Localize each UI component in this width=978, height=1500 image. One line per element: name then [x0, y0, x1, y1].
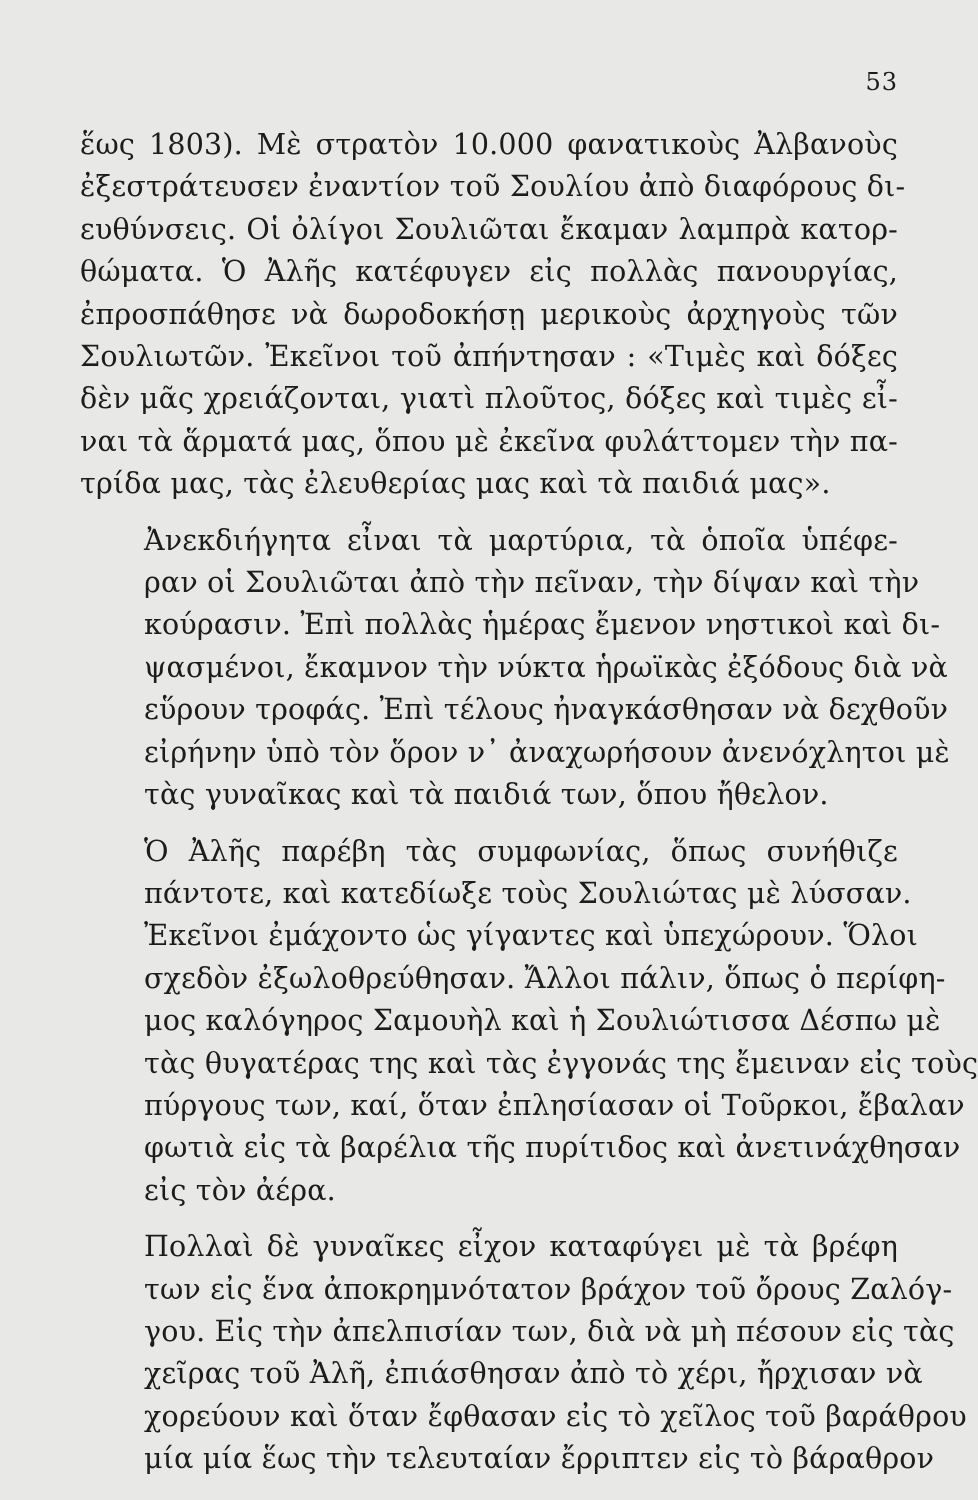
text-line: φωτιὰ εἰς τὰ βαρέλια τῆς πυρίτιδος καὶ ἀνετινάχθησαν: [144, 1131, 961, 1165]
text-line: χεῖρας τοῦ Ἀλῆ, ἐπιάσθησαν ἀπὸ τὸ χέρι, ἤρχισαν νὰ: [144, 1357, 923, 1391]
text-line: ἐξεστράτευσεν ἐναντίον τοῦ Σουλίου ἀπὸ διαφόρους δι-: [80, 170, 906, 204]
page-number: 53: [865, 68, 898, 96]
paragraph-1: [80, 124, 906, 506]
text-line: εὕρουν τροφάς. Ἐπὶ τέλους ἠναγκάσθησαν νὰ δεχθοῦν: [144, 693, 949, 727]
text-line: Σουλιωτῶν. Ἐκεῖνοι τοῦ ἀπήντησαν : «Τιμὲς καὶ δόξες: [80, 340, 898, 374]
paragraph-4: [80, 1226, 967, 1480]
text-line: Ἐκεῖνοι ἐμάχοντο ὡς γίγαντες καὶ ὑπεχώρουν. Ὅλοι: [144, 919, 918, 953]
text-line: σχεδὸν ἐξωλοθρεύθησαν. Ἄλλοι πάλιν, ὅπως ὁ περίφη-: [144, 961, 946, 995]
text-line: θώματα. Ὁ Ἀλῆς κατέφυγεν εἰς πολλὰς πανουργίας,: [80, 255, 898, 289]
text-line: ραν οἱ Σουλιῶται ἀπὸ τὴν πεῖναν, τὴν δίψαν καὶ τὴν: [144, 566, 920, 600]
text-line: τὰς γυναῖκας καὶ τὰ παιδιά των, ὅπου ἤθελον.: [144, 778, 829, 812]
text-line: Πολλαὶ δὲ γυναῖκες εἶχον καταφύγει μὲ τὰ βρέφη: [144, 1230, 898, 1264]
text-line: ψασμένοι, ἔκαμνον τὴν νύκτα ἡρωϊκὰς ἐξόδους διὰ νὰ: [144, 650, 948, 684]
text-line: χορεύουν καὶ ὅταν ἔφθασαν εἰς τὸ χεῖλος τοῦ βαράθρου: [144, 1399, 967, 1433]
text-line: ἕως 1803). Μὲ στρατὸν 10.000 φανατικοὺς Ἀλβανοὺς: [80, 128, 898, 161]
page-text-body: [80, 124, 978, 1495]
text-line: πάντοτε, καὶ κατεδίωξε τοὺς Σουλιώτας μὲ λύσσαν.: [144, 876, 912, 910]
text-line: ευθύνσεις. Οἱ ὀλίγοι Σουλιῶται ἔκαμαν λαμπρὰ κατορ-: [80, 212, 898, 246]
text-line: ἐπροσπάθησε νὰ δωροδοκήσῃ μερικοὺς ἀρχηγοὺς τῶν: [80, 297, 898, 331]
text-line: ναι τὰ ἅρματά μας, ὅπου μὲ ἐκεῖνα φυλάττομεν τὴν πα-: [80, 424, 898, 458]
text-line: κούρασιν. Ἐπὶ πολλὰς ἡμέρας ἔμενον νηστικοὶ καὶ δι-: [144, 608, 941, 642]
text-line: μία μία ἕως τὴν τελευταίαν ἔρριπτεν εἰς τὸ βάραθρον: [144, 1442, 935, 1476]
text-line: των εἰς ἕνα ἀποκρημνότατον βράχον τοῦ ὄρους Ζαλόγ-: [144, 1272, 953, 1306]
text-line: τρίδα μας, τὰς ἐλευθερίας μας καὶ τὰ παιδιά μας».: [80, 467, 831, 501]
text-line: μος καλόγηρος Σαμουὴλ καὶ ἡ Σουλιώτισσα Δέσπω μὲ: [144, 1004, 941, 1038]
text-line: εἰρήνην ὑπὸ τὸν ὅρον ν᾽ ἀναχωρήσουν ἀνενόχλητοι μὲ: [144, 735, 950, 769]
paragraph-2: [80, 520, 950, 817]
text-line: πύργους των, καί, ὅταν ἐπλησίασαν οἱ Τοῦρκοι, ἔβαλαν: [144, 1088, 965, 1122]
text-line: γου. Εἰς τὴν ἀπελπισίαν των, διὰ νὰ μὴ πέσουν εἰς τὰς: [144, 1314, 955, 1348]
text-line: Ὁ Ἀλῆς παρέβη τὰς συμφωνίας, ὅπως συνήθιζε: [144, 834, 898, 868]
text-line: δὲν μᾶς χρειάζονται, γιατὶ πλοῦτος, δόξες καὶ τιμὲς εἶ-: [80, 382, 898, 416]
text-line: τὰς θυγατέρας της καὶ τὰς ἐγγονάς της ἔμειναν εἰς τοὺς: [144, 1046, 978, 1080]
text-line: εἰς τὸν ἀέρα.: [144, 1173, 336, 1207]
text-line: Ἀνεκδιήγητα εἶναι τὰ μαρτύρια, τὰ ὁποῖα ὑπέφε-: [144, 523, 898, 557]
paragraph-3: [80, 831, 978, 1213]
